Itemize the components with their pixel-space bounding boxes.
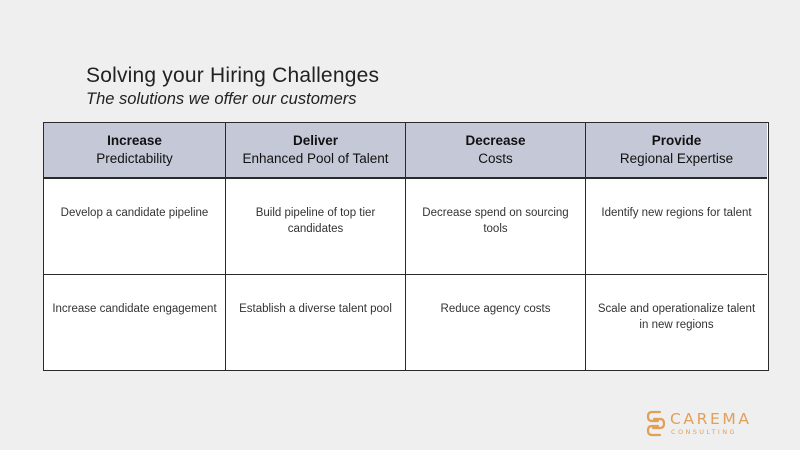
- logo-tagline: CONSULTING: [671, 428, 737, 436]
- table-cell: Increase candidate engagement: [44, 275, 226, 370]
- column-header-deliver: [226, 123, 406, 179]
- column-header-provide: [586, 123, 767, 179]
- column-subheading: Enhanced Pool of Talent: [242, 151, 389, 166]
- table-cell: Decrease spend on sourcing tools: [406, 179, 586, 275]
- column-subheading: Costs: [478, 151, 513, 166]
- carema-logo-icon: [646, 409, 666, 439]
- column-heading: Deliver: [292, 133, 339, 148]
- column-heading: Decrease: [465, 133, 526, 148]
- column-subheading: Regional Expertise: [619, 151, 734, 166]
- table-cell: Reduce agency costs: [406, 275, 586, 370]
- solutions-table: [43, 122, 769, 371]
- table-cell: Establish a diverse talent pool: [226, 275, 406, 370]
- column-heading: Provide: [651, 133, 702, 148]
- column-header-decrease: [406, 123, 586, 179]
- column-header-increase: [44, 123, 226, 179]
- table-cell: Develop a candidate pipeline: [44, 179, 226, 275]
- table-cell: Scale and operationalize talent in new regions: [597, 303, 756, 331]
- table-cell: Identify new regions for talent: [586, 179, 767, 275]
- logo-wordmark: CAREMA: [670, 410, 752, 428]
- company-logo: [646, 409, 751, 439]
- slide-title: Solving your Hiring Challenges: [86, 64, 380, 87]
- table-cell: Build pipeline of top tier candidates: [226, 179, 406, 275]
- column-heading: Increase: [107, 133, 162, 148]
- slide-subtitle: The solutions we offer our customers: [86, 90, 357, 108]
- column-subheading: Predictability: [96, 151, 173, 166]
